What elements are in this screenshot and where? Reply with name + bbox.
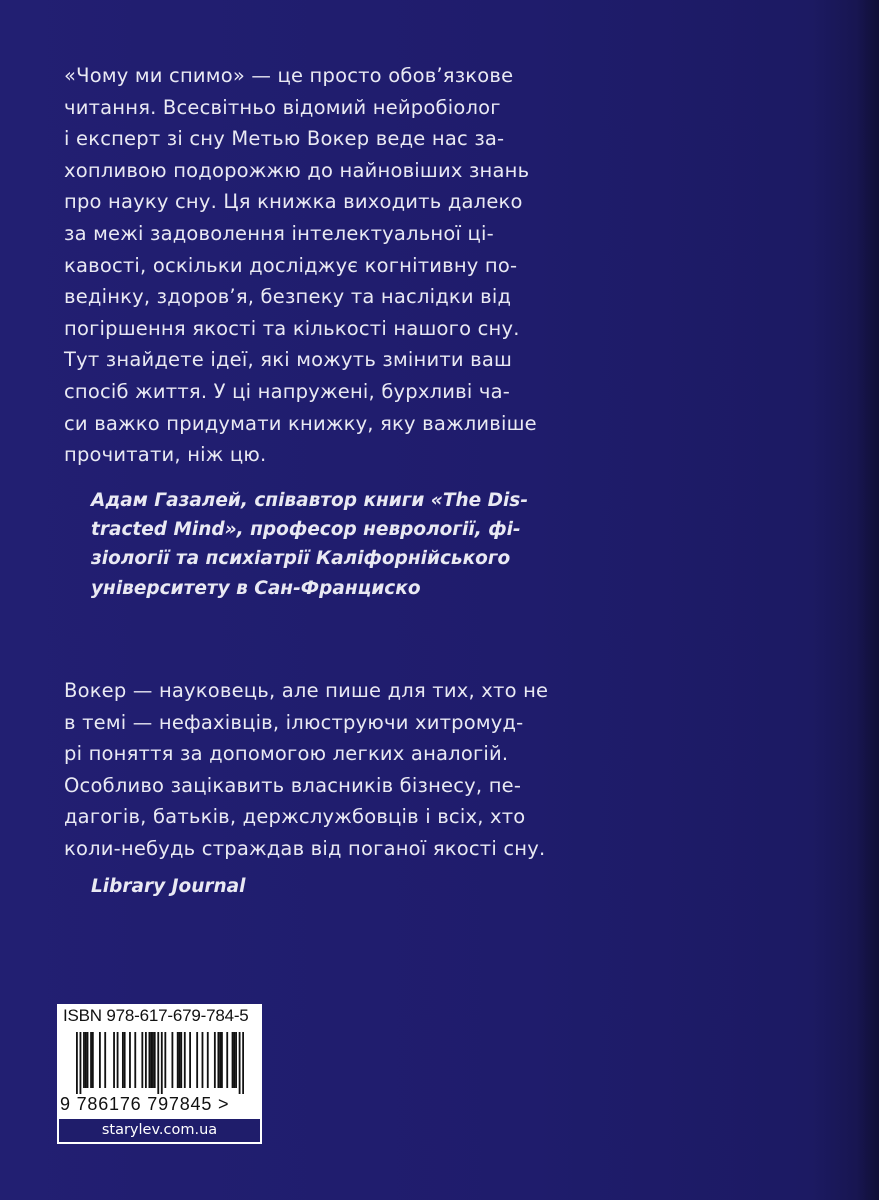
barcode-bar bbox=[145, 1032, 147, 1088]
attribution-line: університету в Сан-Франциско bbox=[91, 577, 421, 599]
quote-line: си важко придумати книжку, яку важливіше bbox=[64, 411, 537, 435]
barcode bbox=[76, 1032, 244, 1094]
barcode-bar bbox=[80, 1032, 82, 1094]
quote-line: ведінку, здоров’я, безпеку та наслідки від bbox=[64, 285, 512, 309]
quote-line: Особливо зацікавить власників бізнесу, пе- bbox=[64, 773, 522, 797]
barcode-bar bbox=[177, 1032, 179, 1088]
barcode-bar bbox=[124, 1032, 126, 1088]
attribution-line: Library Journal bbox=[91, 876, 246, 897]
publisher-website: starylev.com.ua bbox=[59, 1119, 260, 1142]
quote-line: коли-небудь страждав від поганої якості сну. bbox=[64, 836, 546, 860]
quote-line: «Чому ми спимо» — це просто обов’язкове bbox=[64, 64, 514, 87]
review-attribution-1 bbox=[91, 486, 528, 603]
quote-line: Тут знайдете ідеї, які можуть змінити ваш bbox=[64, 348, 513, 372]
attribution-line: зіології та психіатрії Каліфорнійського bbox=[91, 548, 511, 570]
barcode-bar bbox=[149, 1032, 151, 1088]
barcode-bar bbox=[92, 1032, 94, 1088]
barcode-bar bbox=[141, 1032, 143, 1088]
isbn-label: ISBN 978-617-679-784-5 bbox=[63, 1006, 249, 1025]
quote-line: дагогів, батьків, держслужбовців і всіх, хто bbox=[64, 805, 526, 829]
quote-line: спосіб життя. У ці напружені, бурхливі ча- bbox=[64, 379, 510, 403]
barcode-bar bbox=[152, 1032, 154, 1088]
barcode-bar bbox=[242, 1032, 244, 1094]
quote-line: хопливою подорожжю до найновіших знань bbox=[64, 158, 530, 182]
attribution-line: tracted Mind», професор неврології, фі- bbox=[91, 519, 521, 541]
barcode-bar bbox=[85, 1032, 87, 1088]
review-quote-1 bbox=[64, 60, 550, 471]
quote-line: кавості, оскільки досліджує когнітивну по- bbox=[64, 253, 518, 277]
barcode-bar bbox=[219, 1032, 221, 1088]
barcode-bar bbox=[207, 1032, 209, 1088]
barcode-bar bbox=[235, 1032, 237, 1088]
barcode-bar bbox=[122, 1032, 124, 1088]
spine-shadow bbox=[857, 0, 879, 1200]
barcode-bar bbox=[171, 1032, 173, 1088]
quote-line: Вокер — науковець, але пише для тих, хто не bbox=[64, 679, 549, 702]
barcode-bar bbox=[232, 1032, 234, 1088]
barcode-bar bbox=[83, 1032, 85, 1088]
barcode-bar bbox=[99, 1032, 101, 1088]
barcode-bar bbox=[217, 1032, 219, 1088]
isbn-digits: 9 786176 797845 > bbox=[60, 1094, 230, 1114]
barcode-bar bbox=[196, 1032, 198, 1088]
barcode-bar bbox=[180, 1032, 182, 1088]
quote-line: в темі — нефахівців, ілюструючи хитромуд- bbox=[64, 710, 524, 734]
quote-line: прочитати, ніж цю. bbox=[64, 443, 267, 467]
barcode-bar bbox=[179, 1032, 181, 1088]
barcode-bar bbox=[189, 1032, 191, 1088]
barcode-bar bbox=[150, 1032, 152, 1088]
barcode-bar bbox=[157, 1032, 159, 1094]
quote-line: і експерт зі сну Метью Вокер веде нас за- bbox=[64, 127, 505, 151]
review-quote-2 bbox=[64, 675, 550, 865]
barcode-bar bbox=[202, 1032, 204, 1088]
barcode-bar bbox=[154, 1032, 156, 1088]
barcode-bar bbox=[117, 1032, 119, 1088]
barcode-bar bbox=[239, 1032, 241, 1094]
barcode-bar bbox=[113, 1032, 115, 1088]
quote-line: читання. Всесвітньо відомий нейробіолог bbox=[64, 95, 501, 119]
isbn-barcode-block bbox=[57, 1004, 262, 1144]
barcode-bar bbox=[233, 1032, 235, 1088]
barcode-bar bbox=[90, 1032, 92, 1088]
review-attribution-2 bbox=[91, 872, 246, 901]
quote-line: погіршення якості та кількості нашого сну. bbox=[64, 316, 520, 340]
barcode-bar bbox=[221, 1032, 223, 1088]
barcode-bar bbox=[104, 1032, 106, 1088]
quote-line: за межі задоволення інтелектуальної ці- bbox=[64, 221, 494, 245]
barcode-bar bbox=[134, 1032, 136, 1088]
barcode-bar bbox=[76, 1032, 78, 1094]
barcode-bar bbox=[184, 1032, 186, 1088]
barcode-bar bbox=[87, 1032, 89, 1088]
quote-line: рі поняття за допомогою легких аналогій. bbox=[64, 742, 509, 766]
attribution-line: Адам Газалей, співавтор книги «The Dis- bbox=[91, 490, 528, 511]
barcode-bar bbox=[226, 1032, 228, 1088]
quote-line: про науку сну. Ця книжка виходить далеко bbox=[64, 190, 523, 214]
barcode-bar bbox=[161, 1032, 163, 1094]
barcode-bar bbox=[214, 1032, 216, 1088]
barcode-bar bbox=[164, 1032, 166, 1088]
barcode-bar bbox=[129, 1032, 131, 1088]
